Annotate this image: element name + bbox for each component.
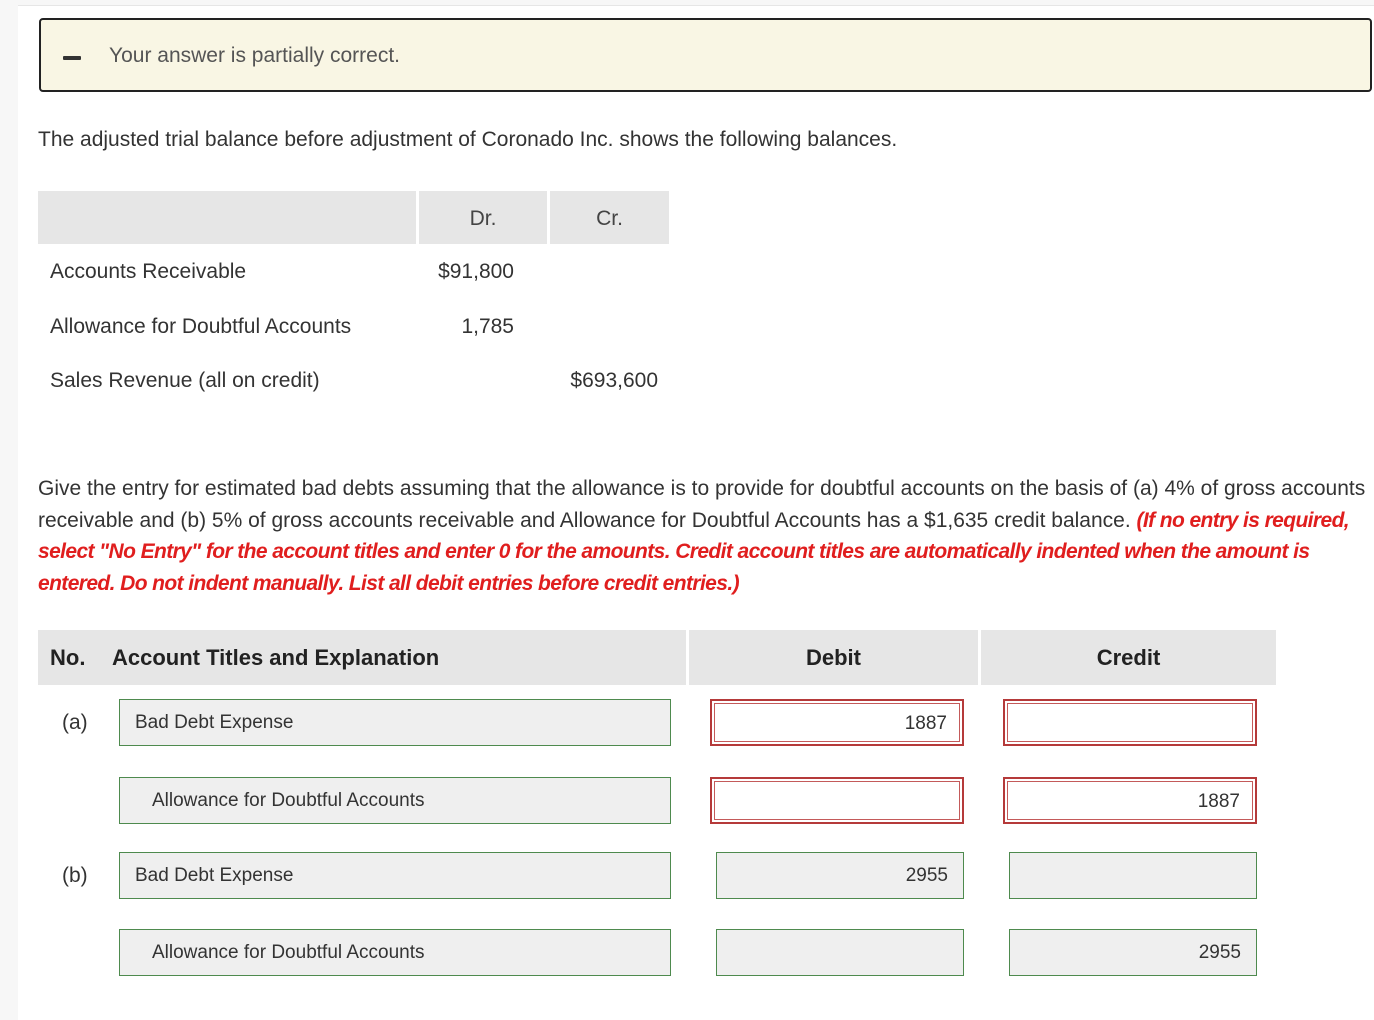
partial-correct-icon [63,56,81,60]
account-title-input[interactable]: Bad Debt Expense [119,852,671,899]
journal-header-debit-label: Debit [806,645,861,670]
tb-dr-value: $91,800 [438,260,514,283]
tb-row [0,369,700,409]
account-title-input[interactable]: Allowance for Doubtful Accounts [119,777,671,824]
tb-row [0,260,700,300]
credit-amount-input[interactable] [1003,699,1257,746]
tb-header-dr [419,191,547,244]
entry-label-b: (b) [62,864,88,887]
journal-header-debit [689,630,978,685]
tb-header-account [38,191,416,244]
tb-header-cr-label: Cr. [596,207,623,230]
journal-header-credit [981,630,1276,685]
journal-header-no: No. [50,645,86,670]
debit-amount-input[interactable] [716,929,964,976]
debit-amount-input[interactable]: 2955 [716,852,964,899]
entry-label-a: (a) [62,711,88,734]
journal-header-title [38,630,686,685]
tb-account: Sales Revenue (all on credit) [50,369,320,392]
question-body: Give the entry for estimated bad debts assuming that the allowance is to provide for doubtful accounts on the basis of (a) 4% of gross accounts receivable and (b) 5% of gross accounts receivable and Allowance for Doubtful Accounts has a $1,635 credit balance. [38,477,1366,532]
feedback-banner [39,18,1372,92]
tb-account: Accounts Receivable [50,260,247,283]
debit-amount-input[interactable]: 1887 [710,699,964,746]
question-text [38,473,1368,599]
tb-dr-value: 1,785 [461,315,514,338]
tb-header-dr-label: Dr. [469,207,497,230]
tb-header-cr [550,191,669,244]
tb-row [0,315,700,355]
account-title-input[interactable]: Allowance for Doubtful Accounts [119,929,671,976]
debit-amount-input[interactable] [710,777,964,824]
problem-intro: The adjusted trial balance before adjustment of Coronado Inc. shows the following balances. [38,128,898,151]
feedback-message: Your answer is partially correct. [109,44,401,67]
credit-amount-input[interactable] [1009,852,1257,899]
journal-header-account-titles: Account Titles and Explanation [112,645,440,670]
credit-amount-input[interactable]: 2955 [1009,929,1257,976]
credit-amount-input[interactable]: 1887 [1003,777,1257,824]
tb-account: Allowance for Doubtful Accounts [50,315,352,338]
tb-cr-value: $693,600 [570,369,658,392]
account-title-input[interactable]: Bad Debt Expense [119,699,671,746]
journal-header-credit-label: Credit [1096,645,1161,670]
question-instructions: (If no entry is required, select "No Entry" for the account titles and enter 0 for the amounts. Credit account titles are automatically indented when the amount is entered. Do not indent manually. List all debit entries before credit entries.) [38,508,1350,595]
